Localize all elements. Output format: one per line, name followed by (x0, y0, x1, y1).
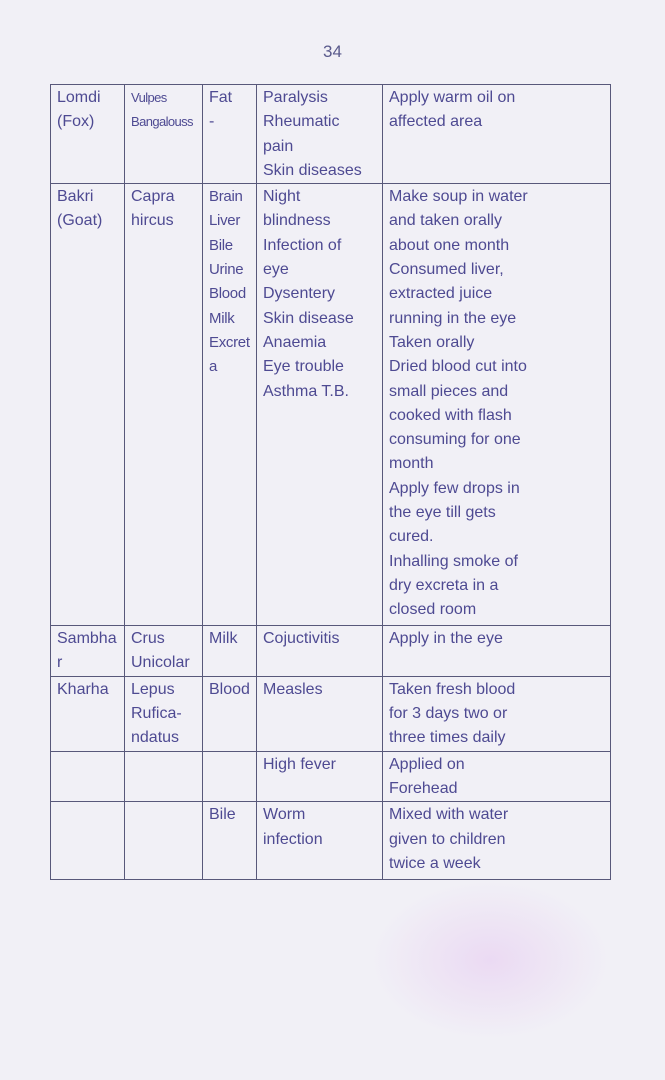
scientific-name-cell: Vulpes Bangalouss (125, 85, 203, 184)
scientific-name-cell (125, 751, 203, 802)
disease-cell: Measles (257, 676, 383, 751)
scientific-name-cell (125, 802, 203, 880)
local-name-cell (51, 751, 125, 802)
method-cell: Applied on Forehead (383, 751, 611, 802)
part-used-cell: Fat - (203, 85, 257, 184)
part-used-cell (203, 751, 257, 802)
scientific-name-cell: Crus Unicolar (125, 626, 203, 677)
local-name-cell (51, 802, 125, 880)
local-name-cell: Kharha (51, 676, 125, 751)
part-used-cell: Blood (203, 676, 257, 751)
scientific-name-cell: Capra hircus (125, 184, 203, 626)
disease-cell: Night blindness Infection of eye Dysentery Skin disease Anaemia Eye trouble Asthma T.B. (257, 184, 383, 626)
disease-cell: High fever (257, 751, 383, 802)
table-row (51, 626, 611, 677)
method-cell: Make soup in water and taken orally about one month Consumed liver, extracted juice running in the eye Taken orally Dried blood cut into small pieces and cooked with flash consuming for one month Apply few drops in the eye till gets cured. Inhalling smoke of dry excreta in a closed room (383, 184, 611, 626)
local-name-cell: Sambhar (51, 626, 125, 677)
scientific-name-cell: Lepus Rufica- ndatus (125, 676, 203, 751)
table-row (51, 85, 611, 184)
table-row (51, 802, 611, 880)
method-cell: Mixed with water given to children twice a week (383, 802, 611, 880)
page-number: 34 (323, 42, 342, 61)
remedies-table (50, 84, 611, 880)
part-used-cell: Bile (203, 802, 257, 880)
table-row (51, 676, 611, 751)
disease-cell: Cojuctivitis (257, 626, 383, 677)
method-cell: Apply warm oil on affected area (383, 85, 611, 184)
disease-cell: Paralysis Rheumatic pain Skin diseases (257, 85, 383, 184)
local-name-cell: Lomdi (Fox) (51, 85, 125, 184)
part-used-cell: Brain Liver Bile Urine Blood Milk Excreta (203, 184, 257, 626)
table-row (51, 184, 611, 626)
disease-cell: Worm infection (257, 802, 383, 880)
local-name-cell: Bakri (Goat) (51, 184, 125, 626)
paper-stain (370, 880, 610, 1040)
method-cell: Apply in the eye (383, 626, 611, 677)
table-row (51, 751, 611, 802)
method-cell: Taken fresh blood for 3 days two or three times daily (383, 676, 611, 751)
part-used-cell: Milk (203, 626, 257, 677)
